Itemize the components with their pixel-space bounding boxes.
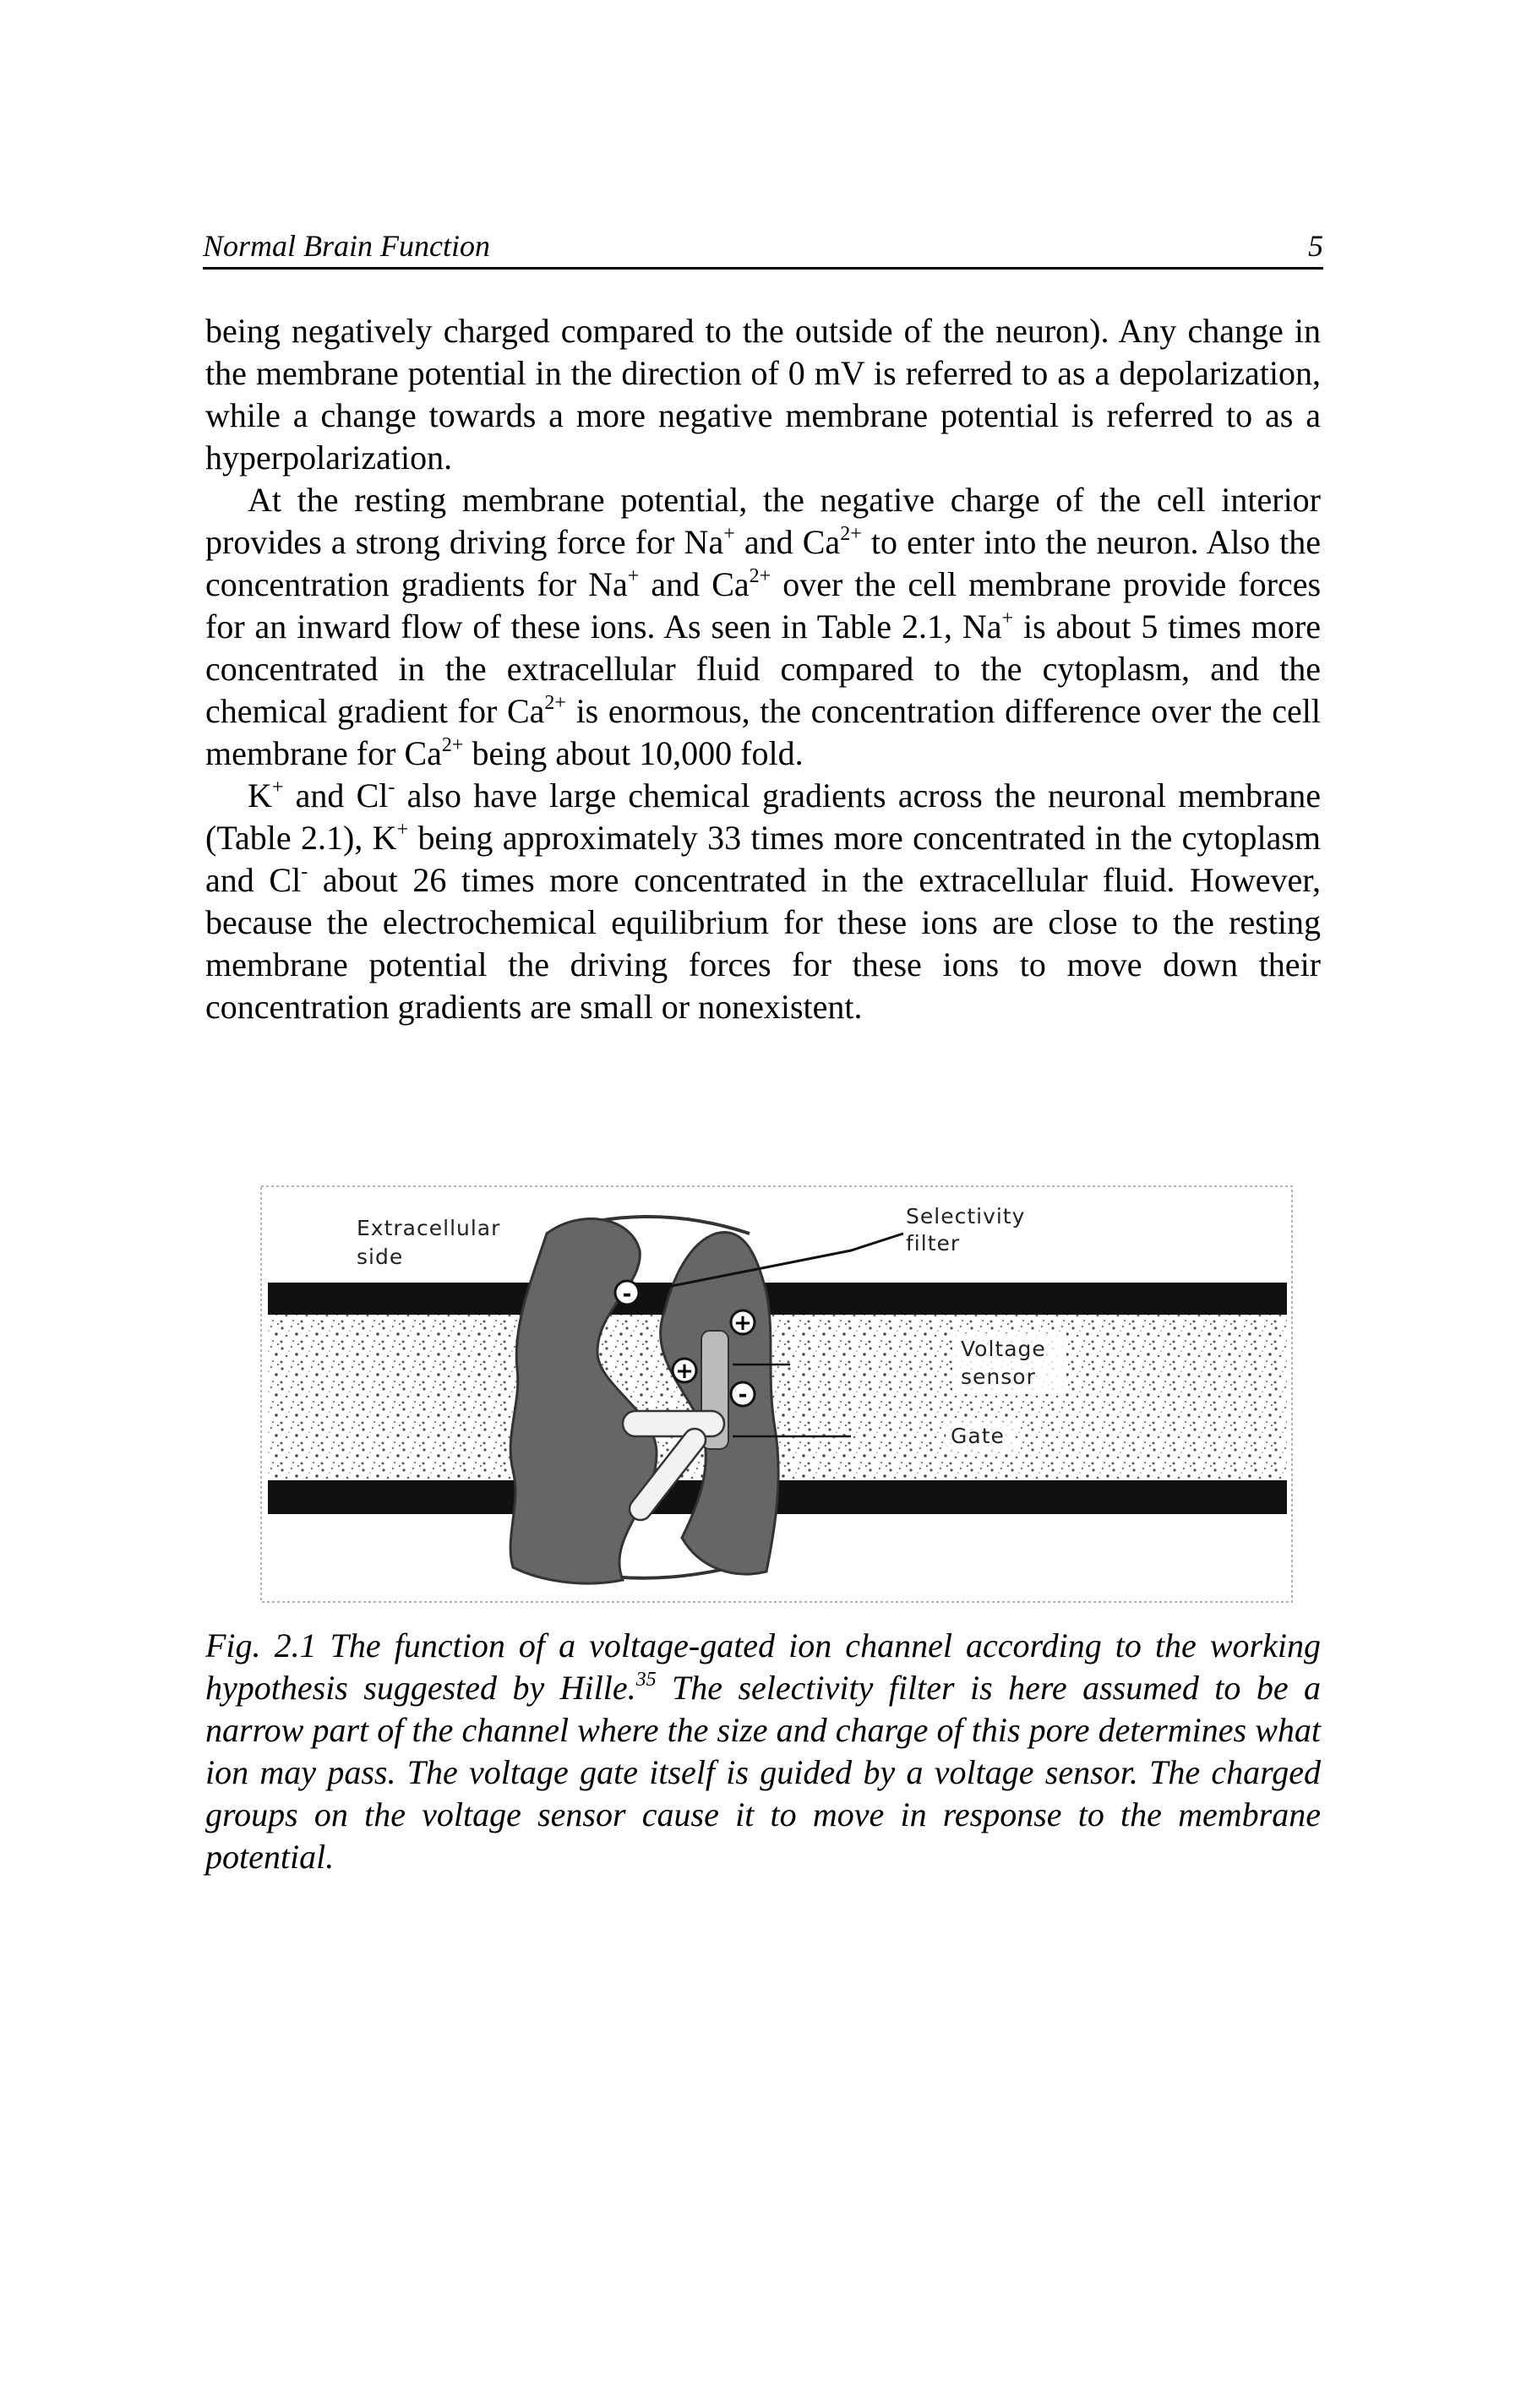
gate-label: Gate bbox=[951, 1424, 1005, 1448]
body-text bbox=[205, 310, 1321, 1028]
svg-text:-: - bbox=[622, 1282, 632, 1307]
sensor-top-charge bbox=[731, 1310, 755, 1336]
figure-caption: Fig. 2.1 The function of a voltage-gated ion channel according to the working hypothesis suggested by Hille.$^{35}$ The selectivity filter is here assumed to be a narrow part of the channel where the size and charge of this pore determines what ion may pass. The voltage gate itself is guided by a voltage sensor. The charged groups on the voltage sensor cause it to move in response to the membrane potential. bbox=[205, 1626, 1321, 1876]
voltage-sensor-label-line2: sensor bbox=[961, 1365, 1036, 1389]
svg-text:+: + bbox=[675, 1359, 694, 1384]
svg-text:-: - bbox=[738, 1382, 748, 1408]
gate-bar bbox=[623, 1411, 724, 1436]
extracellular-label-line2: side bbox=[357, 1245, 404, 1269]
paragraph-2: At the resting membrane potential, the negative charge of the cell interior provides a strong driving force for Na+ and $Ca^{2+}$ to enter into the neuron. Also the concentration gradients for Na+ and $Ca^{2+}$ over the cell membrane provide forces for an inward flow of these ions. As seen in Table 2.1, Na+ is about 5 times more concentrated in the extracellular fluid compared to the cytoplasm, and the chemical gradient for $Ca^{2+}$ is enormous, the concentration difference over the cell membrane for $Ca^{2+}$ being about 10,000 fold. bbox=[205, 481, 1322, 772]
ion-channel-diagram bbox=[259, 1183, 1294, 1605]
ion-channel-figure bbox=[259, 1183, 1294, 1605]
page-number: 5 bbox=[1308, 229, 1323, 263]
running-header bbox=[203, 221, 1323, 270]
selectivity-filter-label-line1: Selectivity bbox=[906, 1204, 1026, 1229]
sensor-bottom-charge bbox=[731, 1382, 755, 1408]
svg-text:+: + bbox=[733, 1310, 752, 1336]
extracellular-label-line1: Extracellular bbox=[357, 1216, 501, 1240]
voltage-sensor-label-line1: Voltage bbox=[961, 1337, 1046, 1361]
membrane-top-band bbox=[268, 1283, 1287, 1315]
selectivity-filter-label-line2: filter bbox=[906, 1231, 961, 1256]
running-title: Normal Brain Function bbox=[203, 229, 490, 263]
paragraph-1: being negatively charged compared to the outside of the neuron). Any change in the membrane potential in the direction of 0 mV is referred to as a depolarization, while a change towards a more negative membrane potential is referred to as a hyperpolarization. bbox=[205, 312, 1321, 477]
paragraph-3: K+ and Cl- also have large chemical gradients across the neuronal membrane (Table 2.1), K+ being approximately 33 times more concentrated in the cytoplasm and Cl- about 26 times more concentrated in the extracellular fluid. However, because the electrochemical equilibrium for these ions are close to the resting membrane potential the driving forces for these ions to move down their concentration gradients are small or nonexistent. bbox=[205, 776, 1322, 1026]
sensor-left-charge bbox=[673, 1359, 696, 1384]
